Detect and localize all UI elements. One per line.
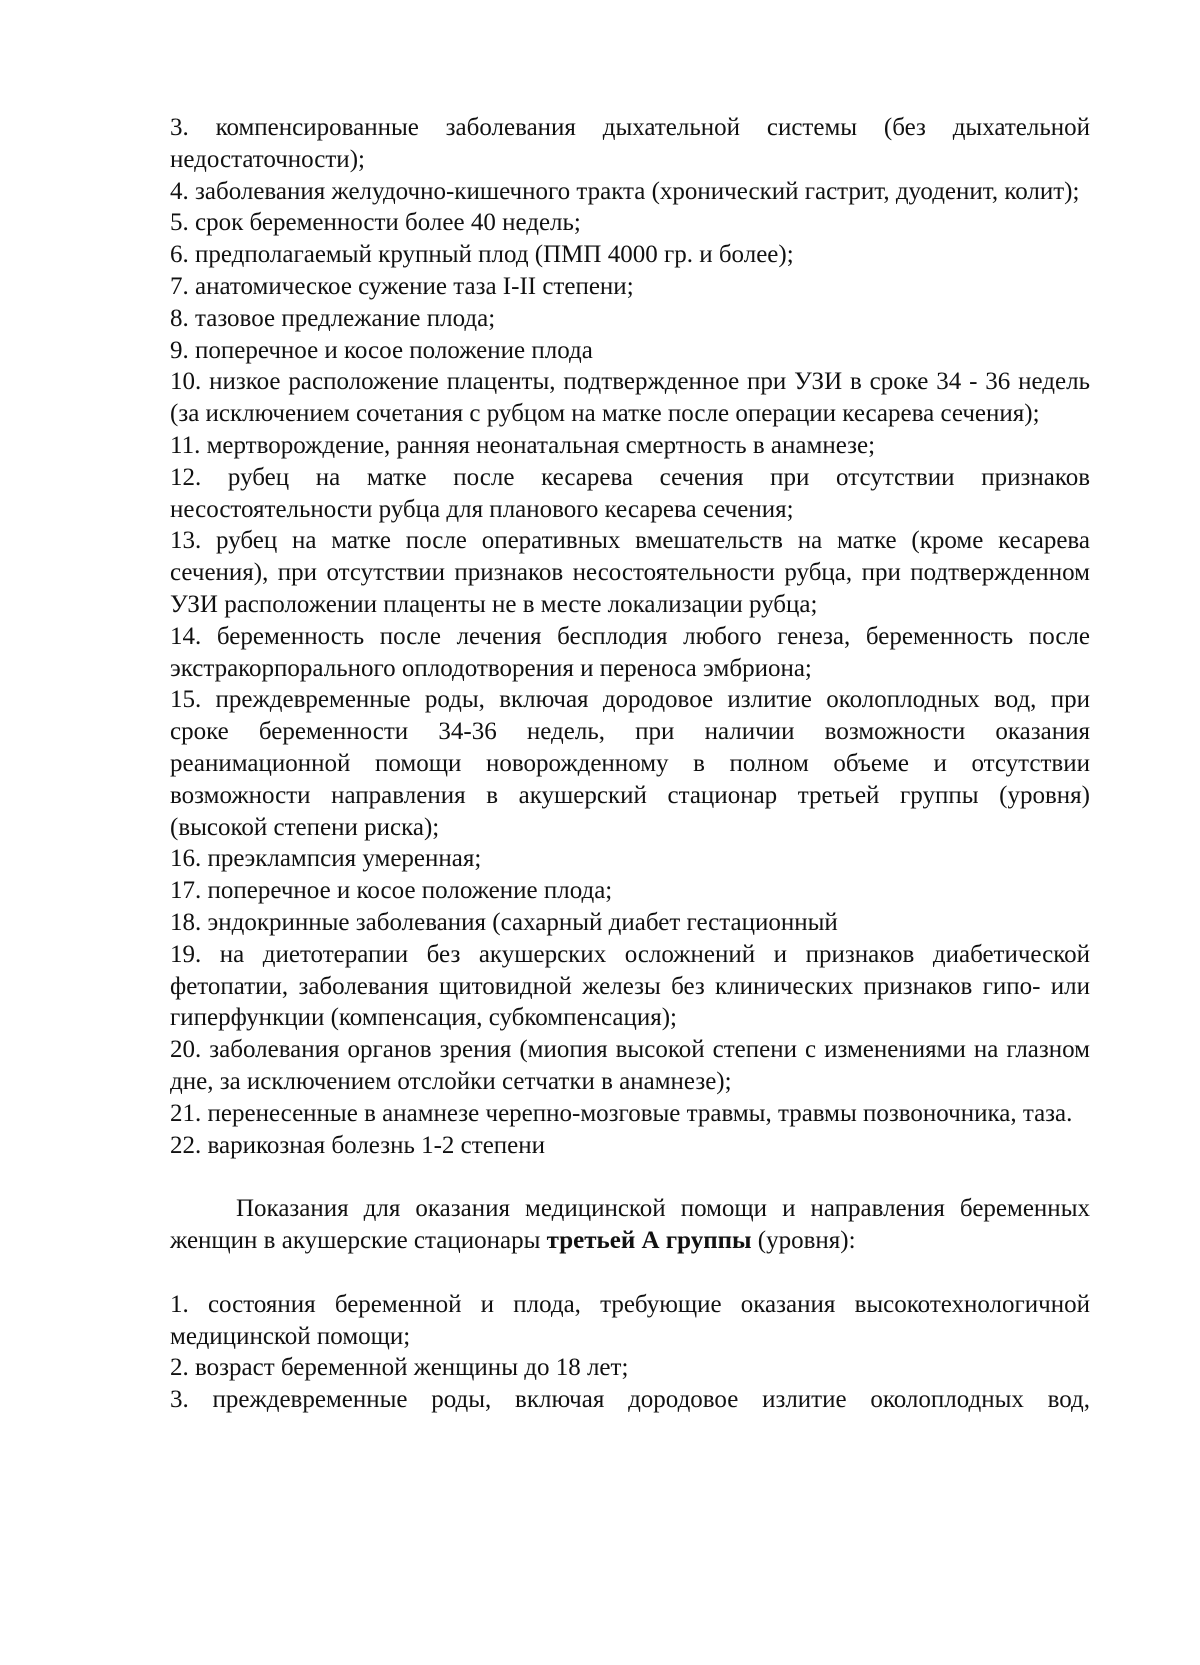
heading-text-end: (уровня): bbox=[751, 1227, 856, 1255]
list-item: 1. состояния беременной и плода, требующие оказания высокотехнологичной медицинской помощи; bbox=[170, 1290, 1090, 1350]
paragraph-spacer bbox=[170, 1161, 1090, 1193]
list-item: 10. низкое расположение плаценты, подтвержденное при УЗИ в сроке 34 - 36 недель (за исключением сочетания с рубцом на матке после операции кесарева сечения); bbox=[170, 368, 1090, 428]
list-item: 15. преждевременные роды, включая дородовое излитие околоплодных вод, при сроке беременности 34-36 недель, при наличии возможности оказания реанимационной помощи новорожденному в полном объеме и отсутствии возможности направления в акушерский стационар третьей группы (уровня) (высокой степени риска); bbox=[170, 686, 1090, 841]
list-item: 4. заболевания желудочно-кишечного тракта (хронический гастрит, дуоденит, колит); bbox=[170, 177, 1080, 205]
list-item: 20. заболевания органов зрения (миопия высокой степени с изменениями на глазном дне, за исключением отслойки сетчатки в анамнезе); bbox=[170, 1036, 1090, 1095]
list-item: 7. анатомическое сужение таза I-II степени; bbox=[170, 272, 634, 300]
heading-emphasis: третьей А группы bbox=[546, 1227, 752, 1255]
list-item: 14. беременность после лечения бесплодия любого генеза, беременность после экстракорпорального оплодотворения и переноса эмбриона; bbox=[170, 622, 1090, 682]
list-item: 16. преэклампсия умеренная; bbox=[170, 845, 482, 873]
list-item: 19. на диетотерапии без акушерских осложнений и признаков диабетической фетопатии, заболевания щитовидной железы без клинических признаков гипо- или гиперфункции (компенсация, субкомпенсация); bbox=[170, 940, 1090, 1032]
list-item: 11. мертворождение, ранняя неонатальная смертность в анамнезе; bbox=[170, 431, 876, 459]
list-item: 3. преждевременные роды, включая дородовое излитие околоплодных вод, bbox=[170, 1386, 1090, 1414]
document-body bbox=[170, 112, 1090, 1416]
list-item: 21. перенесенные в анамнезе черепно-мозговые травмы, травмы позвоночника, таза. bbox=[170, 1099, 1073, 1127]
list-item: 22. варикозная болезнь 1-2 степени bbox=[170, 1131, 546, 1159]
list-item: 13. рубец на матке после оперативных вмешательств на матке (кроме кесарева сечения), при отсутствии признаков несостоятельности рубца, при подтвержденном УЗИ расположении плаценты не в месте локализации рубца; bbox=[170, 527, 1090, 618]
list-item: 5. срок беременности более 40 недель; bbox=[170, 209, 581, 237]
list-item: 8. тазовое предлежание плода; bbox=[170, 304, 496, 332]
section-heading bbox=[170, 1193, 1090, 1257]
list-item: 6. предполагаемый крупный плод (ПМП 4000 гр. и более); bbox=[170, 241, 794, 269]
list-item: 18. эндокринные заболевания (сахарный диабет гестационный bbox=[170, 908, 838, 936]
heading-text: Показания для оказания медицинской помощи и направления беременных женщин в акушерские стационары bbox=[170, 1195, 1090, 1255]
list-item: 3. компенсированные заболевания дыхательной системы (без дыхательной недостаточности); bbox=[170, 114, 1090, 173]
list-item: 2. возраст беременной женщины до 18 лет; bbox=[170, 1354, 629, 1382]
paragraph-spacer bbox=[170, 1257, 1090, 1289]
list-item: 12. рубец на матке после кесарева сечения при отсутствии признаков несостоятельности рубца для планового кесарева сечения; bbox=[170, 463, 1090, 523]
list-item: 17. поперечное и косое положение плода; bbox=[170, 877, 613, 905]
list-item: 9. поперечное и косое положение плода bbox=[170, 336, 593, 364]
